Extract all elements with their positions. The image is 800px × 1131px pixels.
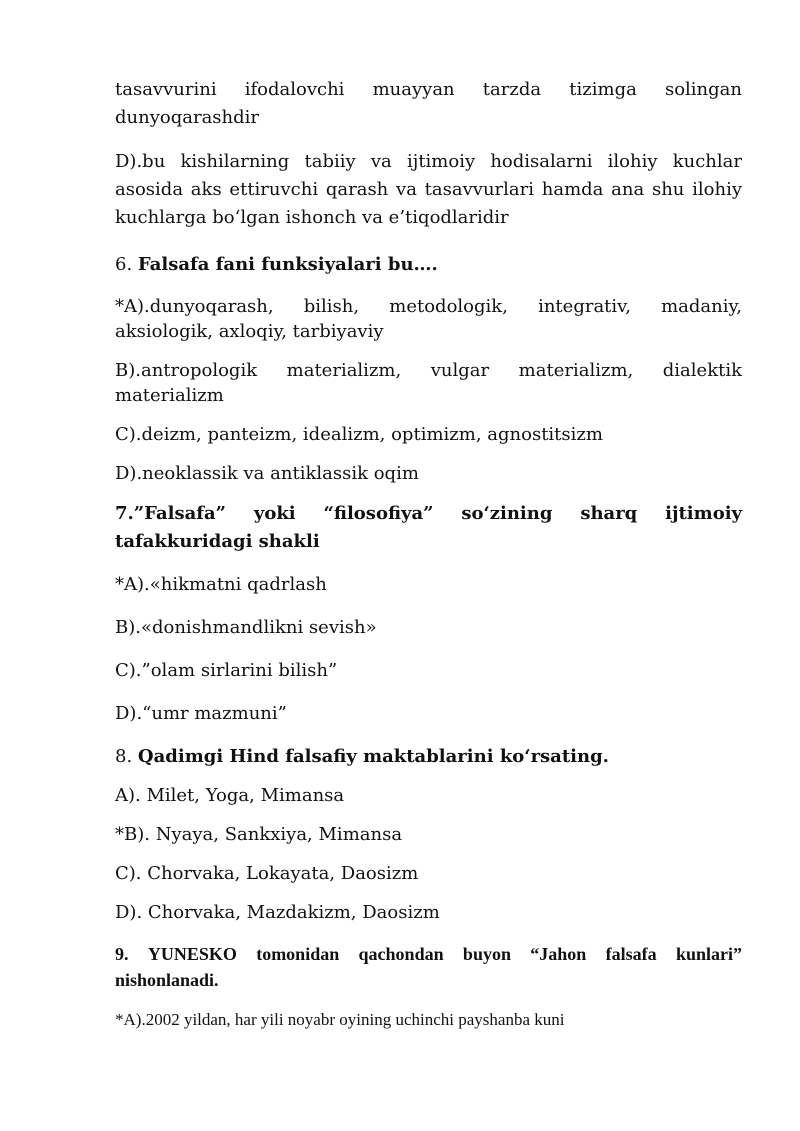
q6-option-c: C).deizm, panteizm, idealizm, optimizm, agnostitsizm <box>115 424 603 445</box>
question-7 <box>115 500 742 556</box>
prev-option-d: D).bu kishilarning tabiiy va ijtimoiy hodisalarni ilohiy kuchlar asosida aks ettiruvchi qarash va tasavvurlari hamda ana shu ilohiy kuchlarga bo‘lgan ishonch va e’tiqodlaridir <box>115 151 742 228</box>
question-6 <box>115 251 742 279</box>
question-number: 9. <box>115 944 129 964</box>
question-text: YUNESKO tomonidan qachondan buyon “Jahon falsafa kunlari” nishonlanadi. <box>115 944 743 990</box>
q7-option-a: *A).«hikmatni qadrlash <box>115 574 327 595</box>
question-number: 7. <box>115 503 134 524</box>
question-number: 6. <box>115 254 133 275</box>
q6-option-a: *A).dunyoqarash, bilish, metodologik, integrativ, madaniy, aksiologik, axloqiy, tarbiyaviy <box>115 296 742 342</box>
q6-option-b: B).antropologik materializm, vulgar materializm, dialektik materializm <box>115 360 742 406</box>
q7-option-c: C).”olam sirlarini bilish” <box>115 660 338 681</box>
question-text: ”Falsafa” yoki “filosofiya” so‘zining sharq ijtimoiy tafakkuridagi shakli <box>115 503 742 552</box>
q6-option-d: D).neoklassik va antiklassik oqim <box>115 463 419 484</box>
question-8 <box>115 743 742 771</box>
question-number: 8. <box>115 746 133 767</box>
question-text: Falsafa fani funksiyalari bu…. <box>137 254 438 275</box>
q8-option-d: D). Chorvaka, Mazdakizm, Daosizm <box>115 902 440 923</box>
q8-option-b: *B). Nyaya, Sankxiya, Mimansa <box>115 824 403 845</box>
q7-option-d: D).“umr mazmuni” <box>115 703 287 724</box>
q8-option-c: C). Chorvaka, Lokayata, Daosizm <box>115 863 419 884</box>
q8-option-a: A). Milet, Yoga, Mimansa <box>115 785 345 806</box>
question-text: Qadimgi Hind falsafiy maktablarini ko‘rsating. <box>137 746 609 767</box>
prev-answer-continuation: tasavvurini ifodalovchi muayyan tarzda tizimga solingan dunyoqarashdir <box>115 79 742 128</box>
question-9 <box>115 941 742 993</box>
q9-option-a: *A).2002 yildan, har yili noyabr oyining uchinchi payshanba kuni <box>115 1010 565 1029</box>
q7-option-b: B).«donishmandlikni sevish» <box>115 617 377 638</box>
